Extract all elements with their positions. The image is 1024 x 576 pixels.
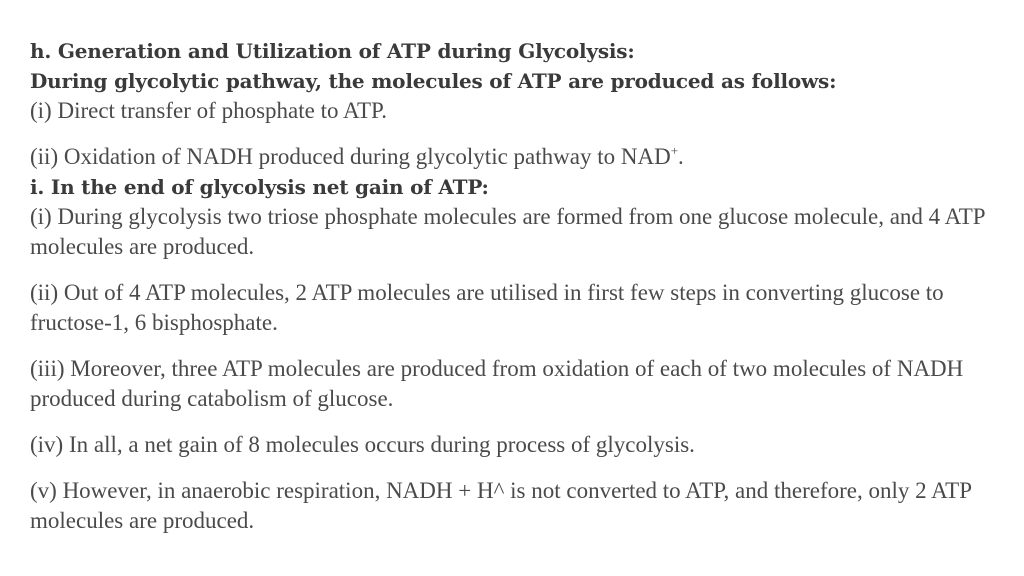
section-h-subtitle: During glycolytic pathway, the molecules of ATP are produced as follows:: [30, 69, 837, 93]
section-h-item-2: [30, 142, 1005, 172]
section-h-item-2-text: (ii) Oxidation of NADH produced during glycolytic pathway to NAD: [30, 144, 671, 169]
slide-content: [30, 36, 1005, 536]
section-h-item-1: (i) Direct transfer of phosphate to ATP.: [30, 98, 388, 123]
section-h-title: h. Generation and Utilization of ATP during Glycolysis:: [30, 39, 635, 63]
section-i-item-2: (ii) Out of 4 ATP molecules, 2 ATP molecules are utilised in first few steps in converting glucose to fructose-1, 6 bisphosphate.: [30, 280, 944, 335]
section-i-item-1: (i) During glycolysis two triose phosphate molecules are formed from one glucose molecule, and 4 ATP molecules are produced.: [30, 204, 985, 259]
section-i-item-4: (iv) In all, a net gain of 8 molecules occurs during process of glycolysis.: [30, 432, 695, 457]
nad-superscript: +: [670, 143, 679, 158]
section-h-item-2-end: .: [678, 144, 684, 169]
section-i-item-5: (v) However, in anaerobic respiration, NADH + H^ is not converted to ATP, and therefore, only 2 ATP molecules are produced.: [30, 478, 972, 533]
section-i-title: i. In the end of glycolysis net gain of ATP:: [30, 175, 489, 199]
section-i-item-3: (iii) Moreover, three ATP molecules are produced from oxidation of each of two molecules of NADH produced during catabolism of glucose.: [30, 356, 964, 411]
